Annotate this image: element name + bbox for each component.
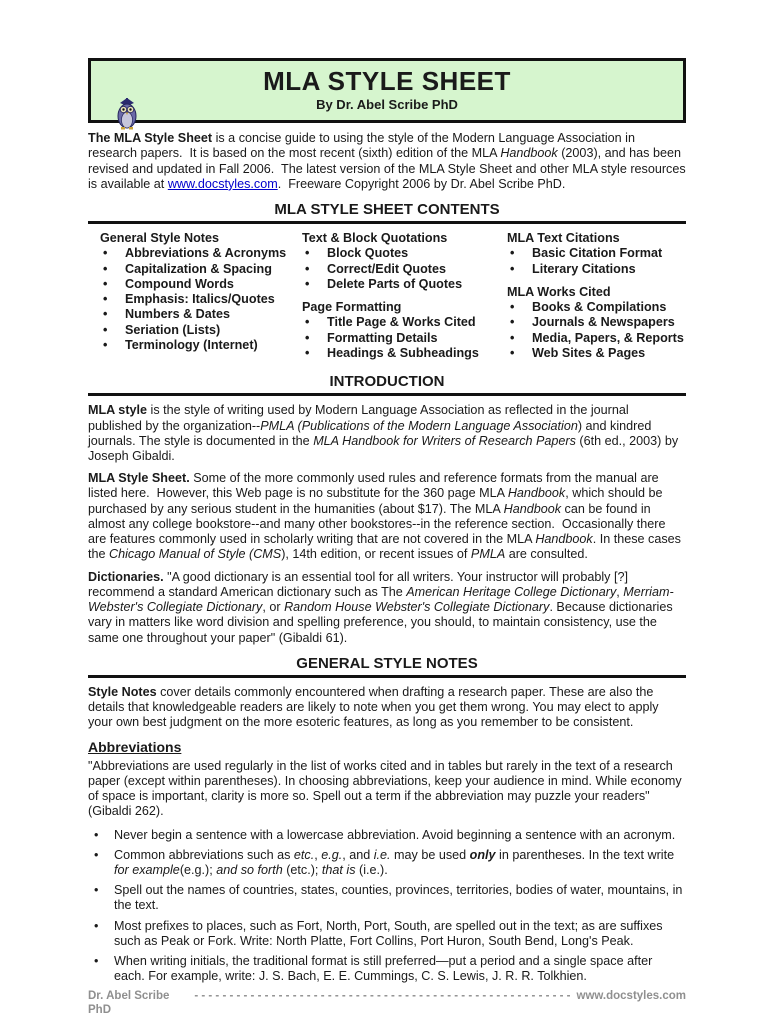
text-segment: Common abbreviations such as: [114, 847, 294, 862]
bullet-item-text: [114, 954, 686, 984]
toc-group: [507, 285, 686, 361]
bullet-list-item: [88, 828, 686, 843]
toc-item-label: Formatting Details: [327, 330, 438, 345]
toc-group-title: MLA Text Citations: [507, 231, 620, 246]
toc-item: [100, 246, 302, 261]
text-segment: (e.g.);: [179, 862, 217, 877]
toc-item-label: Terminology (Internet): [125, 337, 258, 352]
toc-item: [507, 346, 686, 361]
text-segment: "A good dictionary is an essential tool for all writers. Your instructor will probably [?] recommend a standard American dictionary such as The: [88, 569, 632, 599]
toc-item: [100, 292, 302, 307]
toc-group: [507, 231, 686, 277]
bullet-item-text: [114, 883, 686, 913]
bullet-icon: •: [305, 261, 310, 276]
text-segment: PMLA (Publications of the Modern Language Association: [260, 418, 578, 433]
text-segment: American Heritage College Dictionary: [406, 584, 617, 599]
bullet-icon: •: [103, 307, 108, 322]
bullet-icon: •: [103, 261, 108, 276]
toc-item: [302, 262, 507, 277]
bullet-icon: •: [305, 246, 310, 261]
toc-group: [302, 300, 507, 361]
toc-item: [507, 300, 686, 315]
bullet-icon: •: [510, 315, 515, 330]
text-segment: (2003), and has been revised and updated in Fall 2006. The latest version of the MLA Style Sheet and other MLA style resources is available at: [88, 146, 690, 191]
text-segment: ,: [616, 584, 624, 599]
text-segment: PMLA: [470, 547, 506, 562]
toc-item-label: Emphasis: Italics/Quotes: [125, 292, 275, 307]
text-segment: , or: [262, 600, 285, 615]
toc-item: [302, 246, 507, 261]
text-segment: , which should be purchased by any serious student in the humanities (about $17). The MLA: [88, 486, 667, 516]
bullet-icon: •: [94, 827, 99, 842]
toc-group: [302, 231, 507, 292]
contents-column-general: [100, 231, 302, 369]
bullet-icon: •: [305, 330, 310, 345]
toc-item-label: Headings & Subheadings: [327, 345, 479, 360]
inline-link[interactable]: www.docstyles.com: [167, 176, 278, 191]
toc-item-label: Seriation (Lists): [125, 322, 221, 337]
text-segment: etc.: [293, 847, 315, 862]
bullet-icon: •: [510, 261, 515, 276]
bullet-icon: •: [94, 918, 99, 933]
introduction-heading: INTRODUCTION: [88, 373, 686, 396]
toc-item: [100, 307, 302, 322]
text-segment: MLA Style Sheet.: [88, 471, 190, 486]
page-footer: [88, 990, 686, 1017]
text-segment: in parentheses. In the text write: [495, 847, 678, 862]
toc-item-label: Compound Words: [125, 276, 234, 291]
abbreviations-bullet-list: [88, 828, 686, 990]
text-segment: Never begin a sentence with a lowercase abbreviation. Avoid beginning a sentence with an acronym.: [114, 827, 676, 842]
bullet-item-text: [114, 828, 686, 843]
contents-columns: [88, 231, 686, 369]
text-segment: (i.e.).: [355, 862, 388, 877]
bullet-list-item: [88, 848, 686, 878]
text-segment: "Abbreviations are used regularly in the list of works cited and in tables but rarely in the text of a research paper (except within parentheses). In choosing abbreviations, keep your audience in mind. While economy of space is important, clarity is more so. Spell out a term if the abbreviation may puzzle your readers" (Gibaldi 262).: [88, 758, 686, 819]
text-segment: for example: [114, 862, 180, 877]
toc-item-label: Web Sites & Pages: [532, 345, 646, 360]
bullet-icon: •: [510, 246, 515, 261]
toc-item: [302, 277, 507, 292]
toc-item: [100, 338, 302, 353]
style-notes-paragraph: [88, 685, 686, 731]
bullet-icon: •: [103, 337, 108, 352]
text-segment: Most prefixes to places, such as Fort, North, Port, South, are spelled out in the text; as are suffixes such as Peak or Fork. Write: North Platte, Fort Collins, Port Huron, South Bend, Long's Peak.: [114, 918, 667, 948]
text-segment: Some of the more commonly used rules and reference formats from the manual are listed here. However, this Web page is no substitute for the 360 page MLA: [88, 471, 663, 501]
toc-item: [507, 331, 686, 346]
bullet-list-item: [88, 883, 686, 913]
toc-item: [302, 331, 507, 346]
bullet-icon: •: [305, 345, 310, 360]
text-segment: , and: [342, 847, 374, 862]
text-segment: is a concise guide to using the style of the Modern Language Association in research papers. It is based on the most recent (sixth) edition of the MLA: [88, 131, 639, 161]
text-segment: only: [469, 847, 496, 862]
toc-group: [100, 231, 302, 353]
toc-item: [100, 262, 302, 277]
text-segment: Dictionaries.: [88, 569, 164, 584]
bullet-icon: •: [103, 292, 108, 307]
text-segment: that is: [321, 862, 356, 877]
text-segment: (6th ed., 2003) by Joseph Gibaldi.: [88, 433, 682, 463]
text-segment: Chicago Manual of Style (CMS: [109, 547, 282, 562]
bullet-item-text: [114, 919, 686, 949]
toc-item-label: Books & Compilations: [532, 300, 667, 315]
bullet-list-item: [88, 954, 686, 984]
bullet-icon: •: [510, 345, 515, 360]
text-segment: . Freeware Copyright 2006 by Dr. Abel Scribe PhD.: [277, 176, 566, 191]
text-segment: can be found in almost any college bookstore--and many other bookstores--in the reference section. Occasionally there are features commonly used in scholarly writing that are not covered in the MLA: [88, 501, 670, 547]
text-segment: When writing initials, the traditional format is still preferred—put a period and a single space after each. For example, write: J. S. Bach, E. E. Cummings, C. S. Lewis, J. R. R. Tolkhien.: [114, 954, 656, 984]
toc-item: [507, 315, 686, 330]
toc-item-label: Correct/Edit Quotes: [327, 261, 446, 276]
contents-heading: MLA STYLE SHEET CONTENTS: [88, 201, 686, 224]
bullet-item-text: [114, 848, 686, 878]
text-segment: . In these cases the: [88, 532, 685, 562]
toc-item: [507, 262, 686, 277]
text-segment: (etc.);: [282, 862, 322, 877]
text-segment: . Because dictionaries vary in matters like word division and spelling preference, you should, to maintain consistency, use the same one throughout your paper" (Gibaldi 61).: [88, 600, 677, 645]
text-segment: MLA Handbook for Writers of Research Papers: [313, 433, 576, 448]
toc-group-title: Text & Block Quotations: [302, 231, 448, 246]
toc-group-title: General Style Notes: [100, 231, 219, 246]
text-segment: and so forth: [216, 862, 283, 877]
bullet-icon: •: [94, 883, 99, 898]
bullet-icon: •: [305, 276, 310, 291]
text-segment: Style Notes: [88, 684, 157, 699]
text-segment: Merriam-Webster's Collegiate Dictionary: [88, 584, 674, 615]
general-style-notes-heading: GENERAL STYLE NOTES: [88, 655, 686, 678]
abbreviations-paragraph: [88, 759, 686, 820]
toc-item-label: Journals & Newspapers: [532, 315, 675, 330]
bullet-icon: •: [94, 954, 99, 969]
text-segment: The MLA Style Sheet: [88, 131, 213, 146]
text-segment: e.g.: [321, 847, 343, 862]
intro-paragraph: [88, 131, 690, 192]
bullet-icon: •: [103, 322, 108, 337]
text-segment: Spell out the names of countries, states, counties, provinces, territories, bodies of water, mountains, in the text.: [114, 883, 686, 913]
introduction-paragraph-1: [88, 403, 686, 464]
text-segment: ,: [314, 847, 322, 862]
toc-item-label: Media, Papers, & Reports: [532, 330, 684, 345]
bullet-list-item: [88, 919, 686, 949]
text-segment: i.e.: [373, 847, 391, 862]
text-segment: Random House Webster's Collegiate Dictionary: [284, 600, 550, 615]
text-segment: are consulted.: [505, 547, 588, 562]
contents-column-quotations: [302, 231, 507, 369]
bullet-icon: •: [103, 276, 108, 291]
title-banner: [88, 58, 686, 123]
toc-item-label: Numbers & Dates: [125, 307, 230, 322]
toc-item: [100, 323, 302, 338]
text-segment: Handbook: [507, 486, 566, 501]
toc-item-label: Basic Citation Format: [532, 246, 663, 261]
text-segment: Handbook: [500, 146, 558, 161]
toc-item-label: Title Page & Works Cited: [327, 315, 476, 330]
text-segment: ), 14th edition, or recent issues of: [281, 547, 471, 562]
introduction-paragraph-3: [88, 570, 686, 646]
toc-item: [302, 346, 507, 361]
footer-dash-rule: - - - - - - - - - - - - - - - - - - - - - - - - - - - - - - - - - - - - - - - - - - - - - - - - - - - - - -: [194, 989, 571, 1002]
footer-author: Dr. Abel Scribe PhD: [88, 989, 170, 1016]
bullet-icon: •: [103, 246, 108, 261]
document-title: MLA STYLE SHEET: [263, 66, 511, 96]
contents-column-citations: [507, 231, 686, 369]
text-segment: cover details commonly encountered when drafting a research paper. These are also the details that knowledgeable readers are likely to note when you get them wrong. You may elect to apply your own best judgment on the more esoteric features, as long as you remember to be consistent.: [88, 684, 663, 730]
toc-group-title: MLA Works Cited: [507, 284, 611, 299]
text-segment: MLA style: [88, 403, 148, 418]
bullet-icon: •: [510, 330, 515, 345]
toc-item-label: Block Quotes: [327, 246, 409, 261]
toc-item: [507, 246, 686, 261]
introduction-paragraph-2: [88, 471, 686, 562]
bullet-icon: •: [510, 300, 515, 315]
bullet-icon: •: [94, 847, 99, 862]
toc-item-label: Delete Parts of Quotes: [327, 276, 463, 291]
toc-item-label: Literary Citations: [532, 261, 636, 276]
owl-graduate-icon: [115, 97, 139, 130]
text-segment: is the style of writing used by Modern Language Association as reflected in the journal published by the organization--: [88, 403, 633, 433]
toc-group-title: Page Formatting: [302, 300, 402, 315]
toc-item: [302, 315, 507, 330]
toc-item-label: Abbreviations & Acronyms: [125, 246, 287, 261]
document-subtitle: By Dr. Abel Scribe PhD: [316, 97, 458, 113]
text-segment: Handbook: [503, 501, 562, 516]
toc-item: [100, 277, 302, 292]
text-segment: ) and kindred journals. The style is documented in the: [88, 418, 655, 448]
text-segment: Handbook: [535, 532, 593, 547]
abbreviations-heading: Abbreviations: [88, 738, 182, 755]
bullet-icon: •: [305, 315, 310, 330]
footer-site: www.docstyles.com: [576, 989, 686, 1002]
toc-item-label: Capitalization & Spacing: [125, 261, 272, 276]
text-segment: may be used: [390, 847, 470, 862]
